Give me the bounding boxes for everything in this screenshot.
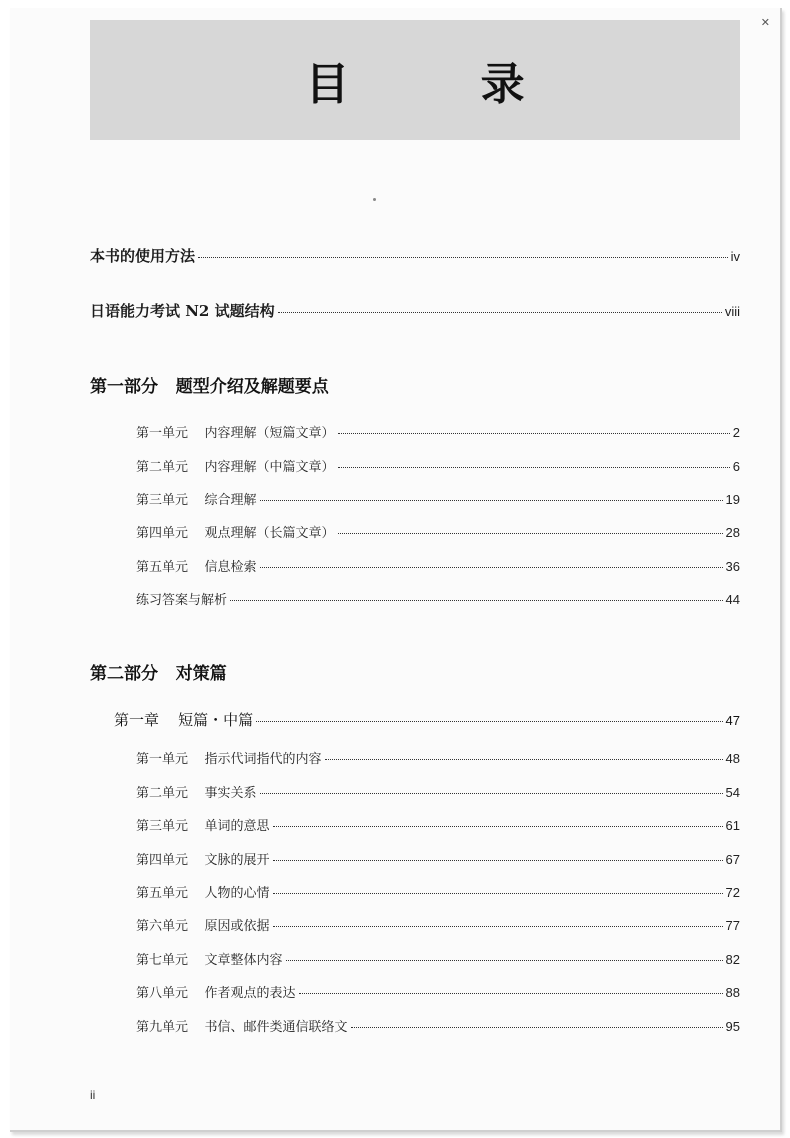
toc-entry-structure[interactable]	[90, 300, 740, 321]
toc-unit-page: 88	[725, 985, 740, 1000]
toc-unit-label: 第八单元 作者观点的表达	[136, 986, 296, 1001]
toc-unit-page: 95	[725, 1019, 740, 1034]
dot-leader	[273, 825, 723, 827]
toc-unit-page: 77	[725, 918, 740, 933]
toc-unit-page: 54	[725, 785, 740, 800]
toc-unit-label: 第二单元 内容理解（中篇文章）	[136, 460, 335, 475]
dot-leader	[325, 758, 723, 760]
dot-leader	[230, 599, 723, 601]
page-title: 目 录	[305, 59, 583, 110]
toc-unit-page: 48	[725, 751, 740, 766]
dot-leader	[198, 256, 728, 258]
toc-unit[interactable]	[136, 915, 740, 934]
toc-unit-page: 6	[732, 459, 740, 474]
title-band	[90, 20, 740, 140]
part-title: 第二部分 对策篇	[90, 664, 227, 684]
toc-unit[interactable]	[136, 422, 740, 441]
toc-unit[interactable]	[136, 522, 740, 541]
dot-leader	[273, 925, 723, 927]
toc-unit[interactable]	[136, 1016, 740, 1035]
dot-leader	[273, 859, 723, 861]
dot-leader	[273, 892, 723, 894]
toc-unit-label: 第七单元 文章整体内容	[136, 953, 283, 968]
toc-entry-label: 本书的使用方法	[90, 247, 196, 265]
toc-entry-usage[interactable]	[90, 245, 740, 266]
toc-entry-page: viii	[724, 304, 740, 319]
toc-unit-label: 第一单元 指示代词指代的内容	[136, 752, 322, 767]
toc-unit-label: 第四单元 观点理解（长篇文章）	[136, 526, 335, 541]
dot-leader	[286, 959, 723, 961]
toc-entry-label: 日语能力考试 N2 试题结构	[90, 302, 275, 320]
toc-unit-label: 第二单元 事实关系	[136, 786, 257, 801]
toc-unit-page: 67	[725, 852, 740, 867]
toc-unit-page: 44	[725, 592, 740, 607]
toc-unit-label: 练习答案与解析	[136, 593, 228, 608]
toc-unit-label: 第九单元 书信、邮件类通信联络文	[136, 1020, 348, 1035]
toc-unit[interactable]	[136, 815, 740, 834]
toc-unit[interactable]	[136, 456, 740, 475]
toc-unit[interactable]	[136, 882, 740, 901]
dot-leader	[256, 720, 722, 722]
toc-unit-label: 第三单元 单词的意思	[136, 819, 270, 834]
toc-unit[interactable]	[136, 556, 740, 575]
toc-chapter-page: 47	[725, 713, 740, 728]
toc-unit[interactable]	[136, 589, 740, 608]
toc-chapter[interactable]	[114, 709, 740, 730]
toc-unit[interactable]	[136, 849, 740, 868]
toc-unit-label: 第六单元 原因或依据	[136, 919, 270, 934]
toc-unit-page: 19	[725, 492, 740, 507]
dot-leader	[338, 466, 730, 468]
toc-unit-label: 第三单元 综合理解	[136, 493, 257, 508]
part-title: 第一部分 题型介绍及解题要点	[90, 377, 329, 397]
dot-leader	[338, 432, 730, 434]
dot-leader	[299, 992, 723, 994]
toc-unit-page: 82	[725, 952, 740, 967]
dot-leader	[278, 311, 722, 313]
toc-unit-label: 第五单元 人物的心情	[136, 886, 270, 901]
toc-unit-page: 2	[732, 425, 740, 440]
toc-entry-page: iv	[730, 249, 740, 264]
toc-unit-label: 第一单元 内容理解（短篇文章）	[136, 426, 335, 441]
book-page	[10, 8, 782, 1132]
toc-unit-page: 28	[725, 525, 740, 540]
dot-leader	[260, 566, 723, 568]
toc-unit-label: 第五单元 信息检索	[136, 560, 257, 575]
toc-unit-label: 第四单元 文脉的展开	[136, 853, 270, 868]
toc-chapter-label: 第一章 短篇・中篇	[114, 711, 254, 729]
dot-leader	[338, 532, 723, 534]
toc-unit[interactable]	[136, 949, 740, 968]
toc-unit[interactable]	[136, 748, 740, 767]
page-number: ii	[90, 1088, 96, 1102]
toc-unit-page: 72	[725, 885, 740, 900]
corner-mark: ✕	[760, 16, 770, 29]
print-speck	[373, 198, 376, 201]
dot-leader	[260, 792, 723, 794]
dot-leader	[260, 499, 723, 501]
dot-leader	[351, 1026, 723, 1028]
toc-unit[interactable]	[136, 982, 740, 1001]
toc-unit[interactable]	[136, 489, 740, 508]
toc-unit-page: 36	[725, 559, 740, 574]
toc-unit[interactable]	[136, 782, 740, 801]
toc-unit-page: 61	[725, 818, 740, 833]
